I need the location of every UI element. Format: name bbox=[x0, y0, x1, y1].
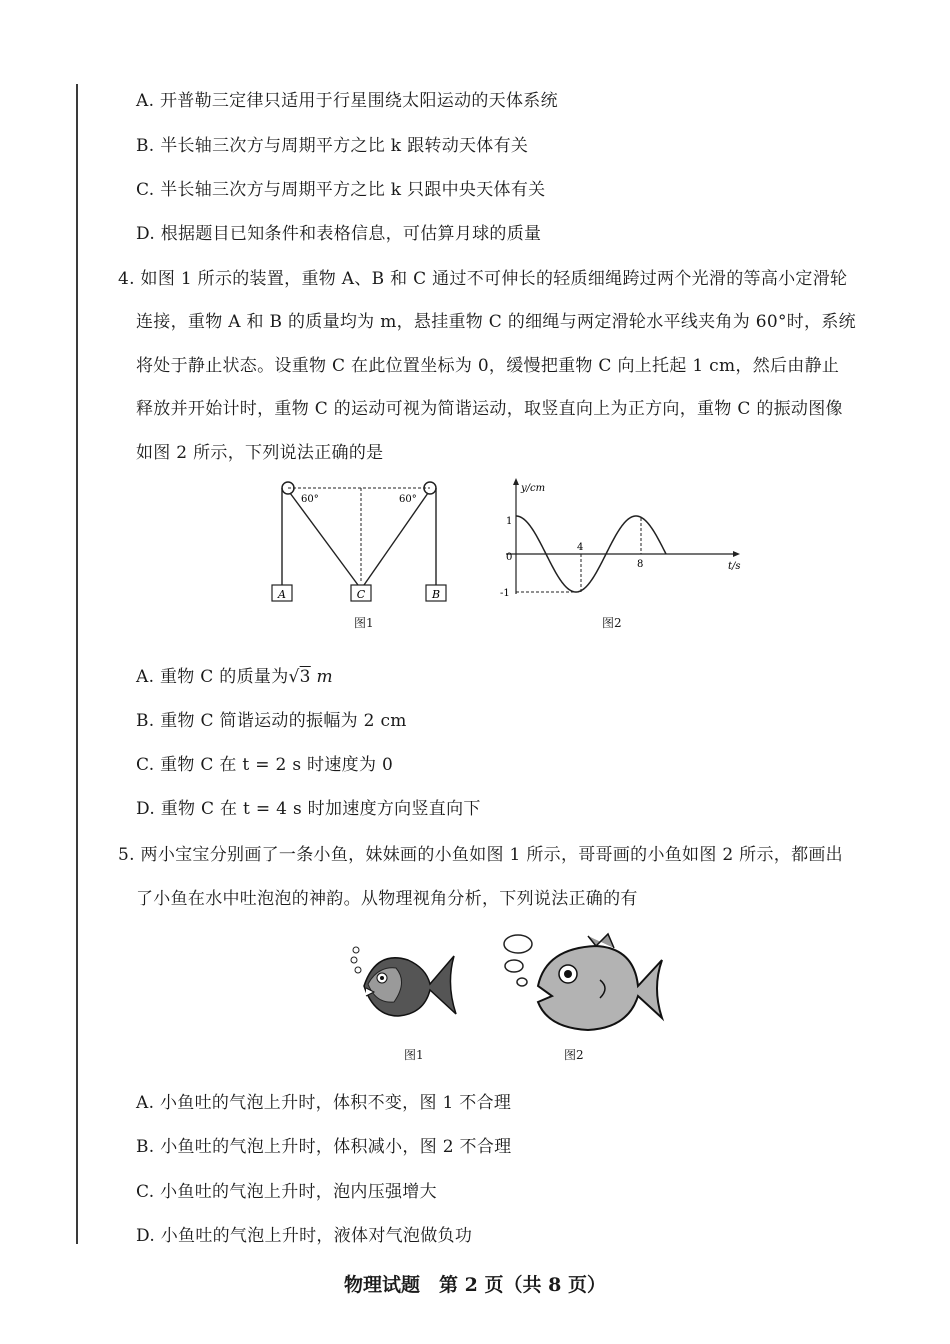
q5-fig2-caption: 图2 bbox=[564, 1048, 584, 1062]
q4-option-a-prefix: A. 重物 C 的质量为 bbox=[136, 667, 289, 687]
q4-option-b: B. 重物 C 简谐运动的振幅为 2 cm bbox=[136, 711, 407, 731]
label-b: B bbox=[431, 588, 441, 601]
rope-c-right bbox=[364, 493, 428, 585]
q4-stem-line-5: 如图 2 所示，下列说法正确的是 bbox=[136, 443, 384, 463]
q3-option-a: A. 开普勒三定律只适用于行星围绕太阳运动的天体系统 bbox=[136, 91, 558, 111]
tick-1: 1 bbox=[506, 516, 513, 527]
y-axis-label: y/cm bbox=[521, 483, 546, 494]
margin-rule bbox=[76, 84, 78, 1244]
x-axis-arrow-icon bbox=[733, 551, 740, 557]
q4-stem-line-2: 连接，重物 A 和 B 的质量均为 m，悬挂重物 C 的细绳与两定滑轮水平线夹角为 60°时，系统 bbox=[136, 312, 856, 332]
label-a: A bbox=[278, 588, 286, 601]
q4-stem-line-1: 4. 如图 1 所示的装置，重物 A、B 和 C 通过不可伸长的轻质细绳跨过两个光滑的等高小定滑轮 bbox=[118, 269, 848, 289]
q4-option-a bbox=[136, 662, 333, 687]
q4-stem-line-4: 释放并开始计时，重物 C 的运动可视为简谐运动，取竖直向上为正方向，重物 C 的振动图像 bbox=[136, 399, 843, 419]
tick-minus-1: -1 bbox=[500, 588, 510, 599]
bubble-small-icon bbox=[517, 978, 527, 986]
angle-right-label: 60° bbox=[399, 494, 417, 505]
bubble-icon bbox=[353, 947, 359, 953]
q5-option-a: A. 小鱼吐的气泡上升时，体积不变，图 1 不合理 bbox=[136, 1093, 512, 1113]
bubble-large-icon bbox=[504, 935, 532, 953]
q4-option-c: C. 重物 C 在 t = 2 s 时速度为 0 bbox=[136, 755, 394, 775]
rope-c-left bbox=[290, 493, 358, 585]
q5-option-d: D. 小鱼吐的气泡上升时，液体对气泡做负功 bbox=[136, 1226, 473, 1246]
q4-figure-2 bbox=[496, 474, 756, 609]
sqrt-value: 3 bbox=[299, 667, 311, 687]
q4-fig1-caption: 图1 bbox=[354, 616, 374, 630]
label-c: C bbox=[356, 588, 366, 601]
q5-stem-line-1: 5. 两小宝宝分别画了一条小鱼，妹妹画的小鱼如图 1 所示，哥哥画的小鱼如图 2 所示，都画出 bbox=[118, 845, 843, 865]
y-axis-arrow-icon bbox=[513, 478, 519, 485]
bubble-icon bbox=[355, 967, 361, 973]
q3-option-d: D. 根据题目已知条件和表格信息，可估算月球的质量 bbox=[136, 224, 542, 244]
page-footer: 物理试题 第 2 页（共 8 页） bbox=[344, 1274, 606, 1296]
q5-fig1-caption: 图1 bbox=[404, 1048, 424, 1062]
x-axis-label: t/s bbox=[728, 561, 741, 572]
angle-left-label: 60° bbox=[301, 494, 319, 505]
q4-fig2-caption: 图2 bbox=[602, 616, 622, 630]
q5-option-b: B. 小鱼吐的气泡上升时，体积减小，图 2 不合理 bbox=[136, 1137, 512, 1157]
bubble-medium-icon bbox=[505, 960, 523, 972]
sqrt-sign: √ bbox=[288, 667, 300, 687]
q4-stem-line-3: 将处于静止状态。设重物 C 在此位置坐标为 0，缓慢把重物 C 向上托起 1 cm，然后由静止 bbox=[136, 356, 840, 376]
tick-8: 8 bbox=[637, 559, 644, 570]
q5-figure-1-fish bbox=[346, 938, 466, 1028]
q5-stem-line-2: 了小鱼在水中吐泡泡的神韵。从物理视角分析，下列说法正确的有 bbox=[136, 889, 638, 909]
q3-option-c: C. 半长轴三次方与周期平方之比 k 只跟中央天体有关 bbox=[136, 180, 546, 200]
fish-body-light bbox=[538, 946, 662, 1030]
q5-option-c: C. 小鱼吐的气泡上升时，泡内压强增大 bbox=[136, 1182, 437, 1202]
q4-figure-1 bbox=[268, 474, 468, 614]
q3-option-b: B. 半长轴三次方与周期平方之比 k 跟转动天体有关 bbox=[136, 136, 529, 156]
q4-option-d: D. 重物 C 在 t = 4 s 时加速度方向竖直向下 bbox=[136, 799, 481, 819]
q5-figure-2-fish bbox=[496, 930, 671, 1040]
q4-option-a-suffix: m bbox=[310, 667, 333, 687]
bubble-icon bbox=[351, 957, 357, 963]
tick-4: 4 bbox=[577, 542, 584, 553]
tick-0: 0 bbox=[506, 552, 513, 563]
